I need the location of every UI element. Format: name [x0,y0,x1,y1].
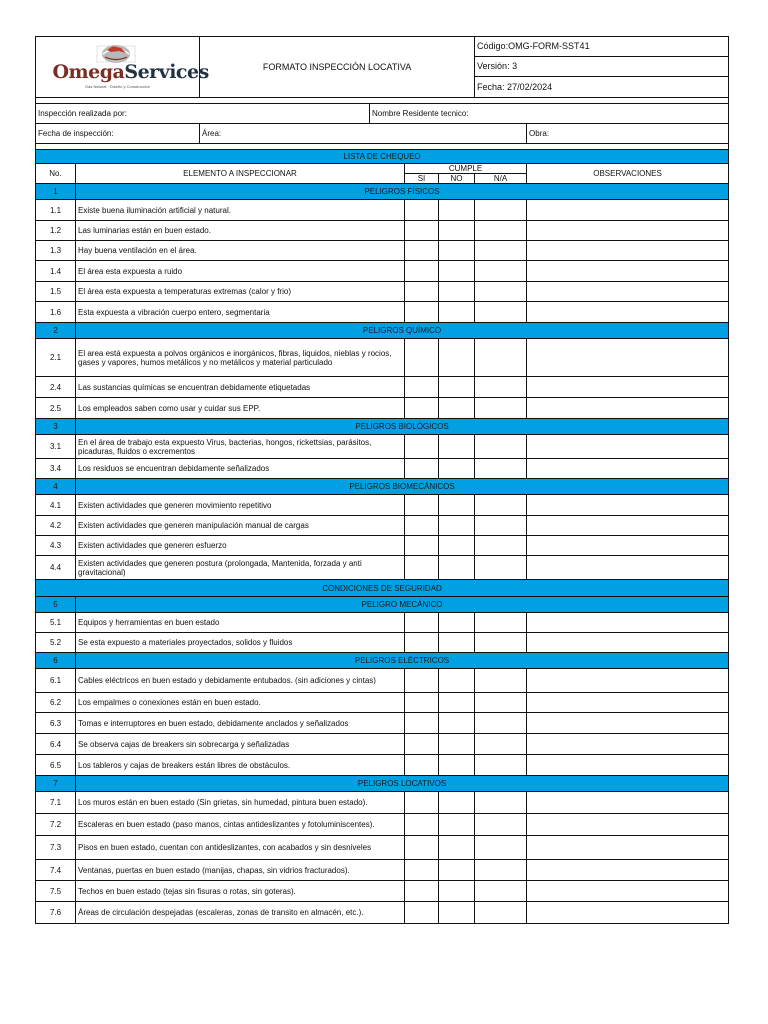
check-no-cell[interactable] [439,339,475,377]
observations-cell[interactable] [527,734,729,755]
company-logo [52,40,209,92]
check-no-cell[interactable] [439,669,475,693]
item-description: Escaleras en buen estado (paso manos, cintas antideslizantes y fotoluminiscentes). [76,814,405,836]
logo-tagline: Gas Natural · Diseño y Construcción [85,84,150,89]
observations-cell[interactable] [527,669,729,693]
checklist-row [36,221,729,241]
check-yes-cell[interactable] [405,613,439,633]
item-description: Las sustancias químicas se encuentran debidamente etiquetadas [76,377,405,398]
item-description: El area está expuesta a polvos orgánicos e inorgánicos, fibras, liquidos, nieblas y rocios, gases y vapores, humos metálicos y no metálicos y material particulado [76,339,405,377]
checklist-row [36,836,729,860]
observations-cell[interactable] [527,860,729,881]
section-header-row [36,419,729,435]
check-no-cell[interactable] [439,536,475,556]
item-description: Existen actividades que generen esfuerzo [76,536,405,556]
resident-field[interactable]: Nombre Residente tecnico: [370,104,729,124]
checklist-row [36,860,729,881]
col-header-element: ELEMENTO A INSPECCIONAR [76,164,405,184]
check-na-cell[interactable] [475,398,527,419]
observations-cell[interactable] [527,633,729,653]
check-na-cell[interactable] [475,302,527,323]
observations-cell[interactable] [527,495,729,516]
section-header-row [36,323,729,339]
work-field[interactable]: Obra: [527,124,729,144]
section-number: 6 [36,653,76,669]
logo-name-services: Services [124,61,209,83]
check-no-cell[interactable] [439,200,475,221]
checklist-row [36,398,729,419]
item-number: 4.4 [36,556,76,580]
col-header-yes: SI [405,174,439,184]
checklist-row [36,302,729,323]
item-description: En el área de trabajo esta expuesto Virus, bacterias, hongos, rickettsias, parásitos, picaduras, fluidos o excrementos [76,435,405,459]
safety-conditions-row [36,580,729,597]
checklist-row [36,435,729,459]
item-number: 6.1 [36,669,76,693]
check-na-cell[interactable] [475,881,527,902]
item-description: Pisos en buen estado, cuentan con antideslizantes, con acabados y sin desniveles [76,836,405,860]
section-header-row [36,653,729,669]
check-na-cell[interactable] [475,613,527,633]
form-table [35,36,729,924]
check-yes-cell[interactable] [405,633,439,653]
check-yes-cell[interactable] [405,902,439,924]
check-no-cell[interactable] [439,398,475,419]
item-number: 5.1 [36,613,76,633]
checklist-row [36,377,729,398]
checklist-row [36,693,729,713]
item-description: Los muros están en buen estado (Sin grietas, sin humedad, pintura buen estado). [76,792,405,814]
observations-cell[interactable] [527,241,729,261]
check-yes-cell[interactable] [405,836,439,860]
section-title: PELIGRO MECÁNICO [76,597,729,613]
observations-cell[interactable] [527,339,729,377]
check-na-cell[interactable] [475,734,527,755]
item-description: Áreas de circulación despejadas (escaleras, zonas de transito en almacén, etc.). [76,902,405,924]
check-na-cell[interactable] [475,241,527,261]
check-yes-cell[interactable] [405,377,439,398]
logo-name-omega: Omega [52,61,125,83]
checklist-row [36,669,729,693]
item-number: 7.4 [36,860,76,881]
item-number: 4.2 [36,516,76,536]
checklist-row [36,495,729,516]
checklist-row [36,339,729,377]
check-na-cell[interactable] [475,814,527,836]
check-no-cell[interactable] [439,261,475,282]
observations-cell[interactable] [527,221,729,241]
check-yes-cell[interactable] [405,459,439,479]
item-number: 6.2 [36,693,76,713]
check-yes-cell[interactable] [405,693,439,713]
item-number: 6.3 [36,713,76,734]
form-code: Código:OMG-FORM-SST41 [475,37,729,57]
section-number: 4 [36,479,76,495]
item-number: 1.1 [36,200,76,221]
check-yes-cell[interactable] [405,814,439,836]
observations-cell[interactable] [527,792,729,814]
observations-cell[interactable] [527,713,729,734]
check-na-cell[interactable] [475,200,527,221]
item-number: 1.2 [36,221,76,241]
observations-cell[interactable] [527,282,729,302]
check-na-cell[interactable] [475,713,527,734]
form-date: Fecha: 27/02/2024 [475,77,729,98]
check-na-cell[interactable] [475,693,527,713]
item-description: Los tableros y cajas de breakers están libres de obstáculos. [76,755,405,776]
checklist-row [36,902,729,924]
check-yes-cell[interactable] [405,261,439,282]
item-description: El área esta expuesta a temperaturas extremas (calor y frio) [76,282,405,302]
item-number: 6.4 [36,734,76,755]
item-description: Ventanas, puertas en buen estado (manijas, chapas, sin vidrios fracturados). [76,860,405,881]
observations-cell[interactable] [527,556,729,580]
safety-conditions-title: CONDICIONES DE SEGURIDAD [36,580,729,597]
check-no-cell[interactable] [439,792,475,814]
check-no-cell[interactable] [439,693,475,713]
checklist-row [36,814,729,836]
check-no-cell[interactable] [439,459,475,479]
check-yes-cell[interactable] [405,339,439,377]
check-yes-cell[interactable] [405,495,439,516]
item-number: 1.5 [36,282,76,302]
section-number: 3 [36,419,76,435]
checklist-row [36,713,729,734]
check-na-cell[interactable] [475,495,527,516]
section-title: PELIGROS ELÉCTRICOS [76,653,729,669]
check-na-cell[interactable] [475,516,527,536]
check-no-cell[interactable] [439,377,475,398]
observations-cell[interactable] [527,516,729,536]
item-description: Las luminarias están en buen estado. [76,221,405,241]
check-na-cell[interactable] [475,669,527,693]
section-header-row [36,479,729,495]
check-na-cell[interactable] [475,860,527,881]
check-no-cell[interactable] [439,860,475,881]
check-no-cell[interactable] [439,302,475,323]
check-yes-cell[interactable] [405,792,439,814]
logo-wordmark [52,61,209,83]
item-number: 6.5 [36,755,76,776]
observations-cell[interactable] [527,814,729,836]
item-description: Equipos y herramientas en buen estado [76,613,405,633]
item-description: Los empalmes o conexiones están en buen estado. [76,693,405,713]
section-title: PELIGROS LOCATIVOS [76,776,729,792]
item-description: El área esta expuesta a ruido [76,261,405,282]
item-number: 7.2 [36,814,76,836]
item-description: Se observa cajas de breakers sin sobrecarga y señalizadas [76,734,405,755]
observations-cell[interactable] [527,261,729,282]
item-description: Cables eléctricos en buen estado y debidamente entubados. (sin adiciones y cintas) [76,669,405,693]
checklist-row [36,792,729,814]
check-no-cell[interactable] [439,881,475,902]
checklist-row [36,459,729,479]
observations-cell[interactable] [527,435,729,459]
item-description: Existe buena iluminación artificial y natural. [76,200,405,221]
check-no-cell[interactable] [439,734,475,755]
item-number: 1.4 [36,261,76,282]
check-no-cell[interactable] [439,713,475,734]
item-description: Esta expuesta a vibración cuerpo entero, segmentaria [76,302,405,323]
observations-cell[interactable] [527,377,729,398]
observations-cell[interactable] [527,693,729,713]
check-yes-cell[interactable] [405,669,439,693]
checklist-row [36,556,729,580]
checklist-row [36,881,729,902]
item-number: 2.4 [36,377,76,398]
inspection-form [35,36,728,924]
item-description: Existen actividades que generen movimiento repetitivo [76,495,405,516]
form-title: FORMATO INSPECCIÓN LOCATIVA [200,37,475,98]
check-na-cell[interactable] [475,755,527,776]
item-description: Existen actividades que generen manipulación manual de cargas [76,516,405,536]
section-title: PELIGROS BIOMECÁNICOS [76,479,729,495]
check-yes-cell[interactable] [405,241,439,261]
check-na-cell[interactable] [475,536,527,556]
check-no-cell[interactable] [439,282,475,302]
col-header-no-option: NO [439,174,475,184]
section-number: 2 [36,323,76,339]
checklist-row [36,536,729,556]
check-yes-cell[interactable] [405,200,439,221]
check-na-cell[interactable] [475,377,527,398]
check-no-cell[interactable] [439,633,475,653]
checklist-row [36,241,729,261]
check-yes-cell[interactable] [405,713,439,734]
observations-cell[interactable] [527,613,729,633]
section-number: 5 [36,597,76,613]
check-na-cell[interactable] [475,282,527,302]
section-number: 1 [36,184,76,200]
col-header-na: N/A [475,174,527,184]
check-na-cell[interactable] [475,435,527,459]
check-na-cell[interactable] [475,261,527,282]
check-na-cell[interactable] [475,459,527,479]
form-version: Versión: 3 [475,57,729,77]
item-number: 5.2 [36,633,76,653]
item-number: 7.1 [36,792,76,814]
section-title: PELIGROS FÍSICOS [76,184,729,200]
check-na-cell[interactable] [475,221,527,241]
checklist-row [36,200,729,221]
check-no-cell[interactable] [439,495,475,516]
item-number: 4.3 [36,536,76,556]
check-yes-cell[interactable] [405,282,439,302]
check-yes-cell[interactable] [405,755,439,776]
checklist-row [36,282,729,302]
item-number: 2.1 [36,339,76,377]
check-no-cell[interactable] [439,221,475,241]
section-number: 7 [36,776,76,792]
checklist-row [36,261,729,282]
check-no-cell[interactable] [439,814,475,836]
section-title: PELIGROS QUÍMICO [76,323,729,339]
item-number: 7.5 [36,881,76,902]
item-number: 1.6 [36,302,76,323]
item-description: Existen actividades que generen postura (prolongada, Mantenida, forzada y anti gravitacional) [76,556,405,580]
check-na-cell[interactable] [475,792,527,814]
check-no-cell[interactable] [439,516,475,536]
observations-cell[interactable] [527,302,729,323]
observations-cell[interactable] [527,902,729,924]
checklist-row [36,755,729,776]
item-description: Tomas e interruptores en buen estado, debidamente anclados y señalizados [76,713,405,734]
observations-cell[interactable] [527,881,729,902]
check-yes-cell[interactable] [405,556,439,580]
checklist-title: LISTA DE CHEQUEO [36,150,729,164]
item-description: Se esta expuesto a materiales proyectados, solidos y fluidos [76,633,405,653]
col-header-observations: OBSERVACIONES [527,164,729,184]
section-header-row [36,184,729,200]
check-no-cell[interactable] [439,836,475,860]
section-title: PELIGROS BIOLÓGICOS [76,419,729,435]
item-number: 4.1 [36,495,76,516]
section-header-row [36,776,729,792]
observations-cell[interactable] [527,836,729,860]
check-yes-cell[interactable] [405,881,439,902]
checklist-row [36,613,729,633]
observations-cell[interactable] [527,200,729,221]
checklist-row [36,734,729,755]
check-no-cell[interactable] [439,435,475,459]
observations-cell[interactable] [527,398,729,419]
logo-cell [36,37,209,98]
inspection-date-field[interactable]: Fecha de inspección: [36,124,200,144]
check-yes-cell[interactable] [405,536,439,556]
check-yes-cell[interactable] [405,860,439,881]
col-header-no: No. [36,164,76,184]
item-number: 7.6 [36,902,76,924]
check-na-cell[interactable] [475,556,527,580]
check-no-cell[interactable] [439,241,475,261]
section-header-row [36,597,729,613]
item-number: 1.3 [36,241,76,261]
check-na-cell[interactable] [475,902,527,924]
check-yes-cell[interactable] [405,221,439,241]
check-no-cell[interactable] [439,556,475,580]
item-number: 2.5 [36,398,76,419]
item-number: 7.3 [36,836,76,860]
item-description: Techos en buen estado (tejas sin fisuras o rotas, sin goteras). [76,881,405,902]
area-field[interactable]: Área: [200,124,527,144]
item-description: Los empleados saben como usar y cuidar sus EPP. [76,398,405,419]
checklist-row [36,633,729,653]
check-no-cell[interactable] [439,902,475,924]
check-yes-cell[interactable] [405,516,439,536]
observations-cell[interactable] [527,536,729,556]
check-yes-cell[interactable] [405,302,439,323]
check-yes-cell[interactable] [405,435,439,459]
inspected-by-field[interactable]: Inspección realizada por: [36,104,370,124]
checklist-row [36,516,729,536]
check-yes-cell[interactable] [405,734,439,755]
item-number: 3.4 [36,459,76,479]
check-no-cell[interactable] [439,755,475,776]
check-no-cell[interactable] [439,613,475,633]
check-na-cell[interactable] [475,633,527,653]
item-description: Los residuos se encuentran debidamente señalizados [76,459,405,479]
check-yes-cell[interactable] [405,398,439,419]
observations-cell[interactable] [527,459,729,479]
col-header-complies: CUMPLE [405,164,527,174]
check-na-cell[interactable] [475,836,527,860]
item-description: Hay buena ventilación en el área. [76,241,405,261]
check-na-cell[interactable] [475,339,527,377]
item-number: 3.1 [36,435,76,459]
observations-cell[interactable] [527,755,729,776]
